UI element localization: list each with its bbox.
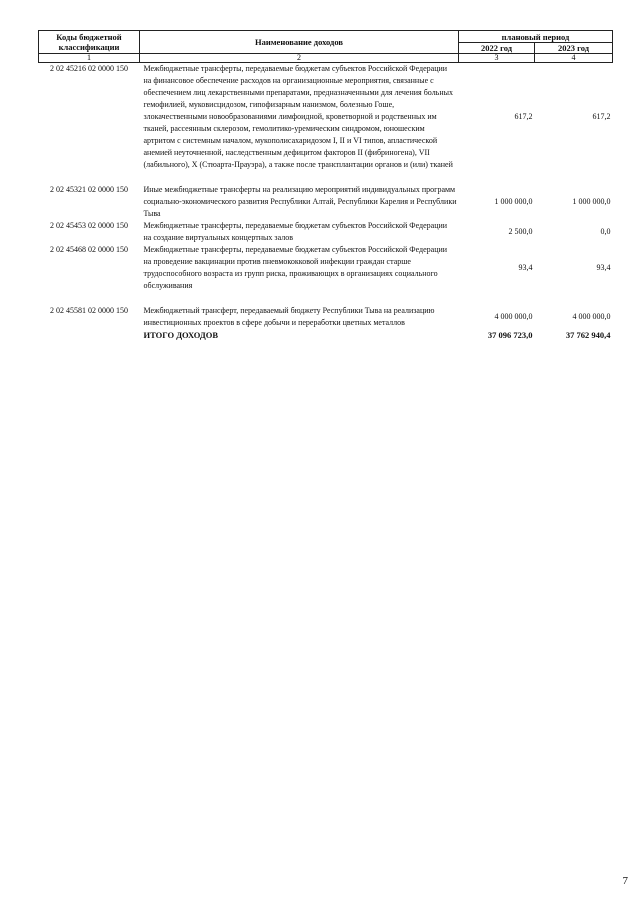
total-value-2022: 37 096 723,0 [487,330,533,340]
row-value-2023: 1 000 000,0 [572,197,611,206]
row-value-2022: 1 000 000,0 [494,197,533,206]
row-spacer [39,292,613,305]
row-value-2022: 617,2 [514,112,533,121]
header-num-3: 3 [459,54,535,63]
row-name: Межбюджетные трансферты, передаваемые бюджетам субъектов Российской Федерации на создание виртуальных концертных залов [143,221,448,242]
row-code: 2 02 45468 02 0000 150 [50,245,128,254]
row-spacer [39,171,613,184]
table-row [39,220,613,244]
row-value-2022: 4 000 000,0 [494,312,533,321]
header-period: плановый период [459,31,613,43]
row-code: 2 02 45216 02 0000 150 [50,64,128,73]
header-codes: Коды бюджетной классификации [39,31,140,54]
row-value-2023: 93,4 [596,263,611,272]
table-header [39,31,613,63]
row-name: Иные межбюджетные трансферты на реализацию мероприятий индивидуальных программ социально-экономического развития Республики Алтай, Республики Карелия и Республики Тыва [143,185,457,218]
total-row [39,329,613,341]
row-value-2023: 617,2 [592,112,611,121]
page-number: 7 [622,875,628,887]
table-row [39,63,613,172]
total-label: ИТОГО ДОХОДОВ [143,330,219,340]
row-value-2023: 0,0 [600,227,611,236]
row-name: Межбюджетные трансферты, передаваемые бюджетам субъектов Российской Федерации на проведение вакцинации против пневмококковой инфекции граждан старше трудоспособного возраста из групп риска, проживающих в организациях социального обслуживания [143,245,448,290]
row-value-2022: 2 500,0 [508,227,533,236]
header-year-2023: 2023 год [535,43,613,54]
table-row [39,305,613,329]
header-year-2022: 2022 год [459,43,535,54]
table-row [39,184,613,220]
row-code: 2 02 45581 02 0000 150 [50,306,128,315]
total-value-2023: 37 762 940,4 [565,330,611,340]
row-name: Межбюджетные трансферты, передаваемые бюджетам субъектов Российской Федерации на финансовое обеспечение расходов на организационные мероприятия, связанные с обеспечением лиц лекарственными препаратами, предназначенными для лечения больных гемофилией, муковисцидозом, гипофизарным нанизмом, болезнью Гоше, злокачественными новообразованиями лимфоидной, кроветворной и родственных им тканей, рассеянным склерозом, гемолитико-уремическим синдромом, юношеским артритом с системным началом, мукополисахаридозом I, II и VI типов, апластической анемией неуточненной, наследственным дефицитом факторов II (фибриногена), VII (лабильного), X (Стюарта-Прауэра), а также после трансплантации органов и (или) тканей [143,64,453,169]
header-num-2: 2 [140,54,459,63]
row-code: 2 02 45321 02 0000 150 [50,185,128,194]
header-name: Наименование доходов [140,31,459,54]
header-num-4: 4 [535,54,613,63]
row-value-2023: 4 000 000,0 [572,312,611,321]
row-code: 2 02 45453 02 0000 150 [50,221,128,230]
revenue-table [38,30,613,341]
header-num-1: 1 [39,54,140,63]
table-body [39,63,613,342]
table-row [39,244,613,292]
row-name: Межбюджетный трансферт, передаваемый бюджету Республики Тыва на реализацию инвестиционных проектов в сфере добычи и переработки цветных металлов [143,306,435,327]
row-value-2022: 93,4 [518,263,533,272]
